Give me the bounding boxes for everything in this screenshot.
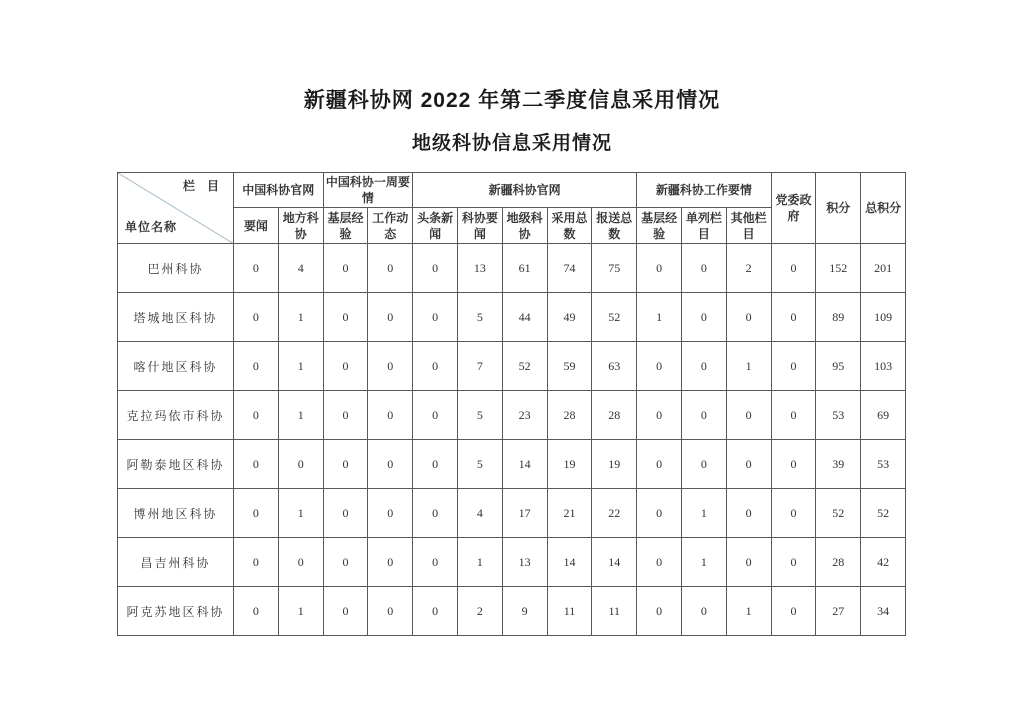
header-cell: 地方科协	[278, 208, 323, 244]
data-cell: 0	[368, 391, 413, 440]
data-cell: 0	[234, 538, 279, 587]
unit-name-cell: 阿克苏地区科协	[118, 587, 234, 636]
data-cell: 0	[681, 440, 726, 489]
data-cell: 0	[726, 440, 771, 489]
header-cell: 党委政府	[771, 173, 816, 244]
data-cell: 0	[413, 587, 458, 636]
unit-name-cell: 博州地区科协	[118, 489, 234, 538]
data-cell: 0	[771, 538, 816, 587]
data-cell: 0	[637, 342, 682, 391]
data-cell: 53	[861, 440, 906, 489]
data-cell: 0	[278, 538, 323, 587]
data-cell: 2	[726, 244, 771, 293]
data-cell: 1	[457, 538, 502, 587]
data-cell: 22	[592, 489, 637, 538]
data-cell: 0	[637, 538, 682, 587]
data-cell: 1	[726, 587, 771, 636]
data-cell: 0	[771, 391, 816, 440]
data-cell: 13	[457, 244, 502, 293]
data-cell: 0	[681, 391, 726, 440]
data-cell: 11	[547, 587, 592, 636]
data-cell: 59	[547, 342, 592, 391]
unit-name-cell: 昌吉州科协	[118, 538, 234, 587]
table-body	[118, 244, 906, 636]
data-cell: 14	[592, 538, 637, 587]
data-cell: 7	[457, 342, 502, 391]
data-cell: 0	[771, 587, 816, 636]
data-cell: 0	[234, 244, 279, 293]
data-cell: 19	[547, 440, 592, 489]
table-row	[118, 244, 906, 293]
header-cell: 科协要闻	[457, 208, 502, 244]
header-cell: 地级科协	[502, 208, 547, 244]
data-cell: 0	[726, 293, 771, 342]
data-cell: 0	[771, 440, 816, 489]
data-cell: 1	[278, 391, 323, 440]
header-group-cell: 中国科协官网	[234, 173, 324, 208]
data-cell: 52	[592, 293, 637, 342]
header-cell: 基层经验	[637, 208, 682, 244]
data-cell: 53	[816, 391, 861, 440]
header-cell: 其他栏目	[726, 208, 771, 244]
data-cell: 5	[457, 391, 502, 440]
data-cell: 0	[323, 391, 368, 440]
data-cell: 201	[861, 244, 906, 293]
data-cell: 9	[502, 587, 547, 636]
data-cell: 89	[816, 293, 861, 342]
data-cell: 4	[457, 489, 502, 538]
data-cell: 5	[457, 293, 502, 342]
data-cell: 1	[278, 587, 323, 636]
data-cell: 21	[547, 489, 592, 538]
data-cell: 0	[413, 391, 458, 440]
data-cell: 0	[771, 293, 816, 342]
data-cell: 0	[413, 342, 458, 391]
table-row	[118, 489, 906, 538]
data-cell: 14	[502, 440, 547, 489]
data-cell: 0	[323, 342, 368, 391]
data-cell: 0	[323, 440, 368, 489]
data-cell: 28	[816, 538, 861, 587]
data-cell: 13	[502, 538, 547, 587]
data-cell: 0	[323, 489, 368, 538]
unit-name-cell: 阿勒泰地区科协	[118, 440, 234, 489]
unit-name-cell: 克拉玛依市科协	[118, 391, 234, 440]
data-cell: 74	[547, 244, 592, 293]
data-cell: 1	[278, 489, 323, 538]
header-group-row	[118, 173, 906, 208]
table-row	[118, 293, 906, 342]
table-row	[118, 440, 906, 489]
data-cell: 42	[861, 538, 906, 587]
header-cell: 工作动态	[368, 208, 413, 244]
data-cell: 52	[861, 489, 906, 538]
data-cell: 0	[637, 244, 682, 293]
corner-unit-label: 单位名称	[125, 220, 178, 235]
header-cell: 基层经验	[323, 208, 368, 244]
data-cell: 0	[681, 244, 726, 293]
table-row	[118, 587, 906, 636]
data-cell: 69	[861, 391, 906, 440]
data-cell: 39	[816, 440, 861, 489]
data-cell: 19	[592, 440, 637, 489]
data-cell: 1	[278, 293, 323, 342]
info-adoption-table	[117, 172, 906, 636]
data-cell: 0	[726, 391, 771, 440]
data-cell: 0	[637, 587, 682, 636]
data-cell: 0	[323, 587, 368, 636]
corner-column-label: 栏 目	[182, 179, 219, 193]
data-cell: 0	[368, 244, 413, 293]
data-cell: 109	[861, 293, 906, 342]
data-cell: 0	[413, 244, 458, 293]
data-cell: 0	[637, 489, 682, 538]
header-cell: 采用总数	[547, 208, 592, 244]
data-cell: 49	[547, 293, 592, 342]
data-cell: 152	[816, 244, 861, 293]
data-cell: 0	[771, 244, 816, 293]
data-cell: 0	[771, 342, 816, 391]
data-cell: 0	[368, 342, 413, 391]
data-cell: 0	[234, 342, 279, 391]
data-cell: 17	[502, 489, 547, 538]
data-cell: 52	[502, 342, 547, 391]
header-cell: 单列栏目	[681, 208, 726, 244]
data-cell: 0	[413, 293, 458, 342]
data-cell: 103	[861, 342, 906, 391]
data-cell: 1	[726, 342, 771, 391]
data-cell: 1	[278, 342, 323, 391]
data-cell: 0	[234, 391, 279, 440]
data-cell: 0	[368, 587, 413, 636]
data-cell: 0	[323, 244, 368, 293]
document-subtitle: 地级科协信息采用情况	[411, 133, 612, 154]
unit-name-cell: 巴州科协	[118, 244, 234, 293]
data-cell: 0	[637, 440, 682, 489]
data-cell: 0	[323, 538, 368, 587]
unit-name-cell: 塔城地区科协	[118, 293, 234, 342]
data-cell: 11	[592, 587, 637, 636]
data-cell: 0	[234, 489, 279, 538]
header-cell: 要闻	[234, 208, 279, 244]
data-cell: 34	[861, 587, 906, 636]
header-group-cell: 中国科协一周要情	[323, 173, 413, 208]
data-cell: 0	[413, 538, 458, 587]
data-cell: 28	[592, 391, 637, 440]
data-cell: 0	[368, 538, 413, 587]
data-cell: 0	[681, 342, 726, 391]
table-row	[118, 342, 906, 391]
data-cell: 0	[771, 489, 816, 538]
data-cell: 0	[413, 440, 458, 489]
data-cell: 23	[502, 391, 547, 440]
data-cell: 2	[457, 587, 502, 636]
data-cell: 0	[637, 391, 682, 440]
header-cell: 总积分	[861, 173, 906, 244]
data-cell: 0	[681, 293, 726, 342]
data-cell: 63	[592, 342, 637, 391]
data-cell: 0	[368, 440, 413, 489]
unit-name-cell: 喀什地区科协	[118, 342, 234, 391]
document-title: 新疆科协网 2022 年第二季度信息采用情况	[303, 89, 721, 112]
data-cell: 27	[816, 587, 861, 636]
data-cell: 75	[592, 244, 637, 293]
data-cell: 1	[637, 293, 682, 342]
table-row	[118, 391, 906, 440]
header-cell: 报送总数	[592, 208, 637, 244]
data-cell: 0	[413, 489, 458, 538]
data-cell: 0	[234, 587, 279, 636]
data-cell: 0	[726, 538, 771, 587]
data-cell: 1	[681, 489, 726, 538]
data-cell: 52	[816, 489, 861, 538]
data-cell: 5	[457, 440, 502, 489]
data-cell: 4	[278, 244, 323, 293]
data-cell: 0	[234, 440, 279, 489]
table-row	[118, 538, 906, 587]
header-group-cell: 新疆科协工作要情	[637, 173, 771, 208]
data-cell: 0	[368, 489, 413, 538]
data-cell: 44	[502, 293, 547, 342]
table-header	[118, 173, 906, 244]
data-cell: 95	[816, 342, 861, 391]
header-cell: 积分	[816, 173, 861, 244]
data-cell: 0	[726, 489, 771, 538]
data-cell: 0	[278, 440, 323, 489]
data-cell: 0	[681, 587, 726, 636]
header-cell: 头条新闻	[413, 208, 458, 244]
data-cell: 1	[681, 538, 726, 587]
data-cell: 0	[234, 293, 279, 342]
data-cell: 14	[547, 538, 592, 587]
corner-cell	[118, 173, 234, 244]
data-cell: 0	[323, 293, 368, 342]
header-group-cell: 新疆科协官网	[413, 173, 637, 208]
data-cell: 61	[502, 244, 547, 293]
data-cell: 28	[547, 391, 592, 440]
data-cell: 0	[368, 293, 413, 342]
